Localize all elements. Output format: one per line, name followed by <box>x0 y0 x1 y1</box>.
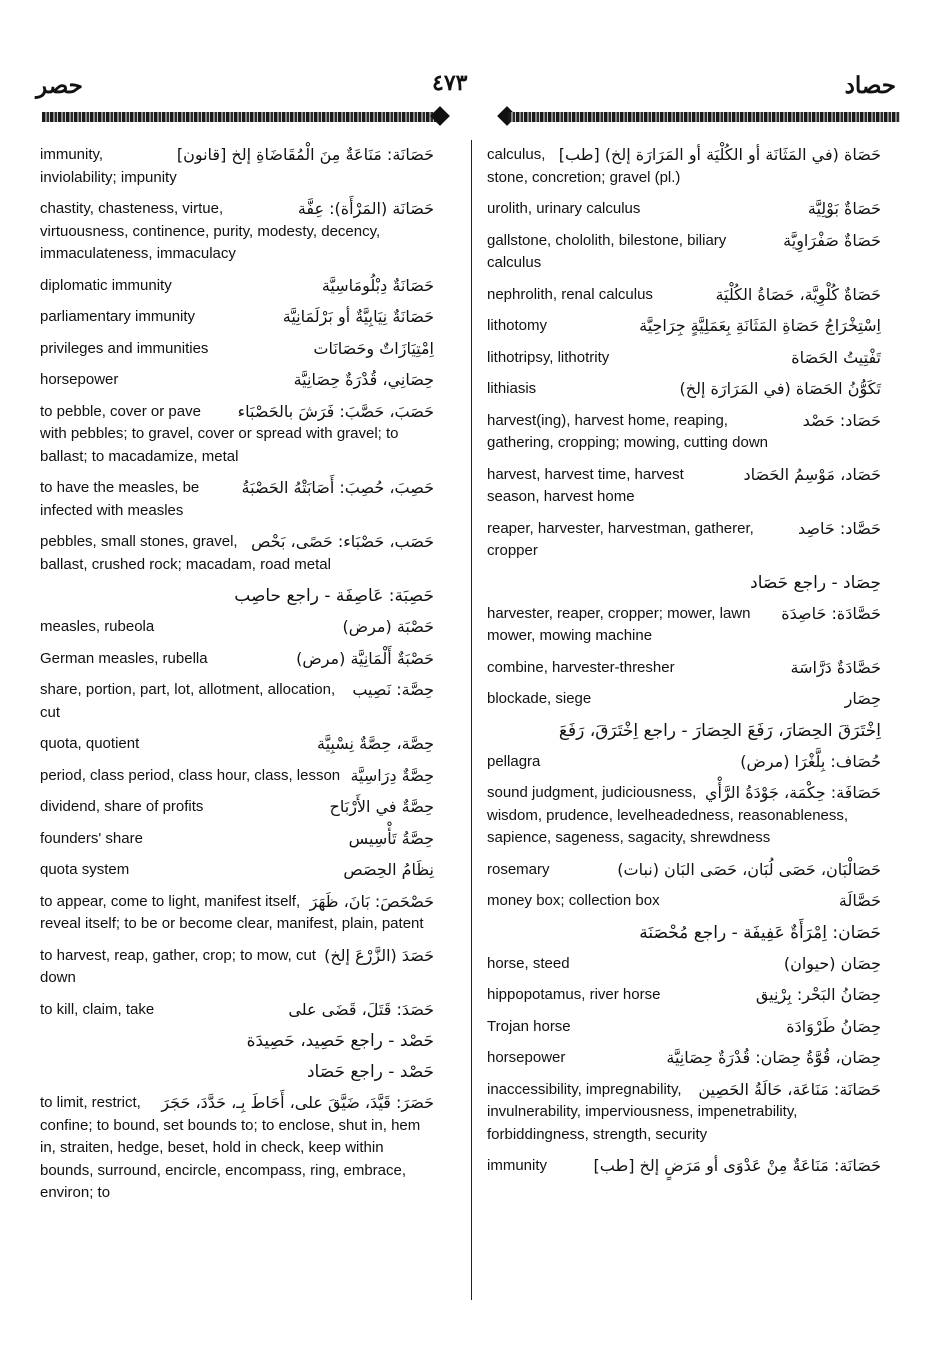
english-definition: quota system <box>40 861 130 878</box>
dictionary-entry <box>487 984 881 1007</box>
dictionary-entry <box>40 144 434 189</box>
english-definition: lithotomy <box>487 317 548 334</box>
arabic-headword: حَصَدَ: قَتَلَ، قَضَى على <box>288 999 434 1019</box>
dictionary-entry <box>40 275 434 298</box>
arabic-headword: حَصْبَةٌ أَلْمَانِيَّة (مرض) <box>296 648 434 668</box>
arabic-headword: حَصِبَ، حُصِبَ: أَصَابَتْهُ الحَصْبَةُ <box>241 478 434 497</box>
english-definition: to kill, claim, take <box>40 1000 155 1018</box>
arabic-headword: حَصَرَ: قَيَّدَ، ضَيَّقَ على، أَحَاطَ بِـ، حَدَّدَ، حَجَرَ <box>161 1093 434 1112</box>
dictionary-entry <box>487 890 881 913</box>
header-rule-right <box>508 112 900 122</box>
arabic-headword: حَصَاد، مَوْسِمُ الحَصَاد <box>743 464 881 484</box>
english-definition: pellagra <box>487 752 541 770</box>
dictionary-entry <box>487 198 881 221</box>
english-definition: horse, steed <box>487 954 570 972</box>
arabic-headword: حَصَافَة: حِكْمَة، جَوْدَةُ الرَّأْي <box>704 783 881 802</box>
dictionary-entry <box>40 198 434 266</box>
english-definition: diplomatic immunity <box>40 276 172 294</box>
dictionary-entry <box>487 1155 881 1178</box>
arabic-headword: حَصَالْبَان، حَصَى لُبَان، حَصَى البَان (نبات) <box>617 859 881 879</box>
arabic-headword: حَصَانَة: مَنَاعَة، حَالَةُ الحَصِين <box>698 1079 881 1099</box>
english-definition: harvest, harvest time, harvest season, harvest home <box>487 465 684 505</box>
dictionary-entry <box>487 144 881 189</box>
dictionary-entry <box>487 230 881 275</box>
dictionary-entry <box>487 518 881 563</box>
dictionary-entry <box>40 531 434 576</box>
english-definition: hippopotamus, river horse <box>487 986 661 1003</box>
dictionary-entry <box>40 369 434 392</box>
arabic-headword: حَصِبَة: عَاصِفَة - راجع حاصِب <box>234 586 434 606</box>
dictionary-entry <box>487 859 881 882</box>
dictionary-entry <box>487 1047 881 1070</box>
dictionary-entry <box>40 338 434 361</box>
page-number: ٤٧٣ <box>432 70 468 96</box>
dictionary-entry <box>40 648 434 671</box>
english-definition: share, portion, part, lot, allotment, allocation, cut <box>40 681 336 721</box>
english-definition: lithotripsy, lithotrity <box>487 348 610 366</box>
dictionary-entry <box>40 679 434 724</box>
dictionary-entry <box>487 572 881 594</box>
english-definition: to harvest, reap, gather, crop; to mow, cut down <box>40 946 316 986</box>
english-definition: rosemary <box>487 860 550 878</box>
arabic-headword: حَصَدَ (الزَّرْعَ إلخ) <box>324 945 434 965</box>
dictionary-entry <box>40 306 434 329</box>
english-definition: German measles, rubella <box>40 649 208 667</box>
english-definition: measles, rubeola <box>40 618 155 635</box>
arabic-headword: حِصَانُ البَحْر: بِرْنِيق <box>755 985 881 1004</box>
arabic-headword: نِظَامُ الحِصَص <box>343 860 434 879</box>
dictionary-entry <box>40 477 434 522</box>
english-definition: quota, quotient <box>40 735 140 752</box>
arabic-headword: حَصَّادَة: حَاصِدَة <box>781 603 881 623</box>
dictionary-entry <box>40 765 434 788</box>
english-definition: parliamentary immunity <box>40 308 196 325</box>
dictionary-entry <box>487 603 881 648</box>
arabic-headword: حِصَان، قُوَّةُ حِصَان: قُدْرَةٌ حِصَانِيَّة <box>666 1048 881 1067</box>
english-definition: horsepower <box>487 1049 566 1066</box>
dictionary-entry <box>40 828 434 851</box>
english-definition: combine, harvester-thresher <box>487 658 675 676</box>
left-column <box>40 144 434 1214</box>
arabic-headword: حِصَّة، حِصَّةٌ نِسْبِيَّة <box>317 734 434 753</box>
english-definition: to have the measles, be infected with measles <box>40 479 200 519</box>
arabic-headword: حَصَانَة: مَنَاعَةٌ مِنْ عَدْوَى أو مَرَضٍ إلخ [طب] <box>593 1156 881 1175</box>
english-definition: to appear, come to light, manifest itself, reveal itself; to be or become clear, manifest, plain, patent <box>40 892 424 932</box>
dictionary-entry <box>487 284 881 307</box>
dictionary-entry <box>487 347 881 370</box>
dictionary-entry <box>40 796 434 819</box>
dictionary-entry <box>40 945 434 990</box>
arabic-headword: حَصَانَةٌ دِبْلُومَاسِيَّة <box>321 275 434 295</box>
arabic-headword: حِصَاد - راجع حَصَاد <box>750 572 881 593</box>
arabic-headword: حَصَّاد: حَاصِد <box>798 518 881 538</box>
english-definition: urolith, urinary calculus <box>487 200 641 217</box>
dictionary-entry <box>487 922 881 944</box>
right-column <box>487 144 881 1187</box>
dictionary-entry <box>487 688 881 711</box>
english-definition: blockade, siege <box>487 690 592 707</box>
english-definition: period, class period, class hour, class, lesson <box>40 766 341 784</box>
arabic-headword: تَفْتِيتُ الحَصَاة <box>791 347 881 367</box>
arabic-headword: حَصَاةٌ كُلْوِيَّة، حَصَاةُ الكُلْيَة <box>715 284 881 304</box>
dictionary-entry <box>40 733 434 756</box>
arabic-headword: حِصَّةٌ دِرَاسِيَّة <box>350 765 434 785</box>
dictionary-entry <box>487 378 881 401</box>
english-definition: immunity <box>487 1157 548 1174</box>
arabic-headword: حِصَّةُ تَأْسِيس <box>348 828 434 848</box>
arabic-headword: حَصْد - راجع حَصَاد <box>306 1062 434 1082</box>
english-definition: harvester, reaper, cropper; mower, lawn mower, mowing machine <box>487 604 751 644</box>
arabic-headword: اِخْتَرَقَ الحِصَارَ، رَفَعَ الحِصَارَ - راجع اِخْتَرَقَ، رَفَعَ <box>558 720 881 741</box>
dictionary-entry <box>40 401 434 469</box>
arabic-headword: حِصَانِي، قُدْرَةٌ حِصَانِيَّة <box>293 370 434 389</box>
arabic-headword: حَصَب، حَصْبَاء: حَصًى، بَحْص <box>251 532 434 551</box>
dictionary-entry <box>487 782 881 850</box>
english-definition: Trojan horse <box>487 1017 571 1035</box>
right-guide-word: حصاد <box>844 72 896 99</box>
arabic-headword: حَصَاة (في المَثَانَة أو الكُلْيَة أو المَرَارَة إلخ) [طب] <box>558 145 881 164</box>
dictionary-entry <box>487 315 881 338</box>
dictionary-entry <box>487 464 881 509</box>
dictionary-entry <box>487 720 881 742</box>
english-definition: sound judgment, judiciousness, wisdom, prudence, levelheadedness, reasonableness, sapience, sageness, sagacity, shrewdness <box>487 784 849 846</box>
dictionary-entry <box>487 953 881 976</box>
arabic-headword: حَصَّادَةٌ دَرَّاسَة <box>790 657 881 677</box>
header-rule-left <box>42 112 440 122</box>
dictionary-entry <box>487 410 881 455</box>
english-definition: nephrolith, renal calculus <box>487 285 653 303</box>
arabic-headword: حَصَاةٌ صَفْرَاوِيَّة <box>783 230 881 250</box>
dictionary-entry <box>487 657 881 680</box>
dictionary-entry <box>40 1030 434 1052</box>
english-definition: reaper, harvester, harvestman, gatherer, cropper <box>487 519 754 559</box>
arabic-headword: حِصَانُ طَرْوَادَة <box>786 1016 881 1036</box>
dictionary-entry <box>40 616 434 639</box>
english-definition: to pebble, cover or pave with pebbles; to gravel, cover or spread with gravel; to ballast; to macadamize, metal <box>40 402 399 465</box>
dictionary-entry <box>40 1061 434 1083</box>
arabic-headword: حَصَانَة: مَنَاعَةٌ مِنَ الْمُقَاضَاةِ إلخ [قانون] <box>176 145 434 164</box>
english-definition: harvest(ing), harvest home, reaping, gathering, cropping; mowing, cutting down <box>487 411 769 451</box>
arabic-headword: حِصَار <box>844 689 881 708</box>
english-definition: money box; collection box <box>487 892 660 909</box>
arabic-headword: حُصَاف: بِلَّغْرَا (مرض) <box>740 751 881 771</box>
dictionary-entry <box>487 751 881 774</box>
dictionary-entry <box>40 891 434 936</box>
english-definition: chastity, chasteness, virtue, virtuousness, continence, purity, modesty, decency, immaculateness, immaculacy <box>40 200 381 262</box>
arabic-headword: حَصْبَة (مرض) <box>342 617 434 636</box>
arabic-headword: حَصَّالَة <box>838 891 881 910</box>
dictionary-entry <box>487 1079 881 1147</box>
arabic-headword: تَكَوُّنُ الحَصَاة (في المَرَارَة إلخ) <box>679 379 881 398</box>
arabic-headword: حِصَان (حيوان) <box>783 953 881 973</box>
dictionary-entry <box>40 1092 434 1205</box>
english-definition: gallstone, chololith, bilestone, biliary calculus <box>487 231 727 271</box>
english-definition: calculus, stone, concretion; gravel (pl.) <box>487 146 681 186</box>
english-definition: privileges and immunities <box>40 339 209 357</box>
english-definition: to limit, restrict, confine; to bound, set bounds to; to enclose, shut in, hem in, straiten, hedge, beset, hold in check, keep within bounds, surround, encircle, encompass, ring, embrace, environ; to <box>40 1094 421 1201</box>
dictionary-entry <box>487 1016 881 1039</box>
arabic-headword: حَصْحَصَ: بَانَ، ظَهَرَ <box>309 891 434 911</box>
arabic-headword: حِصَّة: نَصِيب <box>352 680 434 699</box>
english-definition: dividend, share of profits <box>40 798 204 815</box>
arabic-headword: حَصَان: اِمْرَأَةٌ عَفِيفَة - راجع مُحْصَنَة <box>639 922 881 943</box>
english-definition: horsepower <box>40 371 119 388</box>
dictionary-entry <box>40 585 434 607</box>
dictionary-entry <box>40 859 434 882</box>
english-definition: pebbles, small stones, gravel, ballast, crushed rock; macadam, road metal <box>40 533 331 573</box>
arabic-headword: حَصَاد: حَصْد <box>802 410 881 430</box>
dictionary-entry <box>40 999 434 1022</box>
english-definition: founders' share <box>40 829 143 847</box>
arabic-headword: حَصَانَة (المَرْأَة): عِفَّة <box>297 199 434 218</box>
english-definition: lithiasis <box>487 380 537 397</box>
left-guide-word: حصر <box>36 72 83 99</box>
english-definition: immunity, inviolability; impunity <box>40 146 177 186</box>
arabic-headword: حَصَاةٌ بَوْلِيَّة <box>807 199 881 218</box>
arabic-headword: اِسْتِخْرَاجُ حَصَاةِ المَثَانَةِ بِعَمَلِيَّةٍ جِرَاحِيَّة <box>639 316 881 335</box>
arabic-headword: حِصَّةٌ في الأَرْبَاح <box>329 797 434 816</box>
arabic-headword: حَصْد - راجع حَصِيد، حَصِيدَة <box>246 1031 434 1051</box>
arabic-headword: حَصَبَ، حَصَّبَ: فَرَشَ بالحَصْبَاء <box>237 401 434 421</box>
column-divider <box>471 140 472 1300</box>
english-definition: inaccessibility, impregnability, invulnerability, imperviousness, impenetrability, forbiddingness, strength, security <box>487 1080 798 1143</box>
arabic-headword: حَصَانَةٌ نِيَابِيَّةٌ أو بَرْلَمَانِيَّة <box>282 307 434 326</box>
arabic-headword: اِمْتِيَازَاتٌ وحَصَانَات <box>313 338 434 358</box>
rule-ornament-left <box>430 106 450 126</box>
